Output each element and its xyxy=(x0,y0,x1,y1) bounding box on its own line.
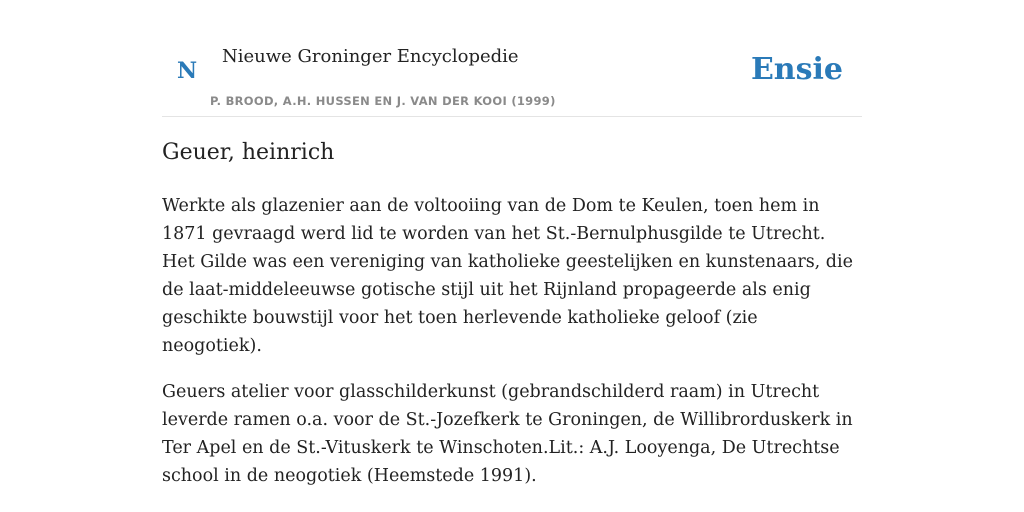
publication-title[interactable]: Nieuwe Groninger Encyclopedie xyxy=(222,46,519,67)
entry-paragraph: Geuers atelier voor glasschilderkunst (gebrandschilderd raam) in Utrecht leverde ramen o.a. voor de St.-Jozefkerk te Groningen, de Willibrorduskerk in Ter Apel en de St.-Vituskerk te Winschoten.Lit.: A.J. Looyenga, De Utrechtse school in de neogotiek (Heemstede 1991). xyxy=(162,382,853,486)
brand-logo[interactable]: Ensie xyxy=(750,52,843,87)
entry-body xyxy=(162,192,862,508)
page xyxy=(162,0,862,512)
entry-title: Geuer, heinrich xyxy=(162,140,335,165)
publication-authors: P. BROOD, A.H. HUSSEN EN J. VAN DER KOOI (1999) xyxy=(210,94,556,108)
entry-paragraph: Werkte als glazenier aan de voltooiing van de Dom te Keulen, toen hem in 1871 gevraagd werd lid te worden van het St.-Bernulphusgilde te Utrecht. Het Gilde was een vereniging van katholieke geestelijken en kunstenaars, die de laat-middeleeuwse gotische stijl uit het Rijnland propageerde als enig geschikte bouwstijl voor het toen herlevende katholieke geloof (zie neogotiek). xyxy=(162,196,853,356)
publication-logo[interactable]: N xyxy=(177,58,198,84)
header xyxy=(162,0,862,117)
